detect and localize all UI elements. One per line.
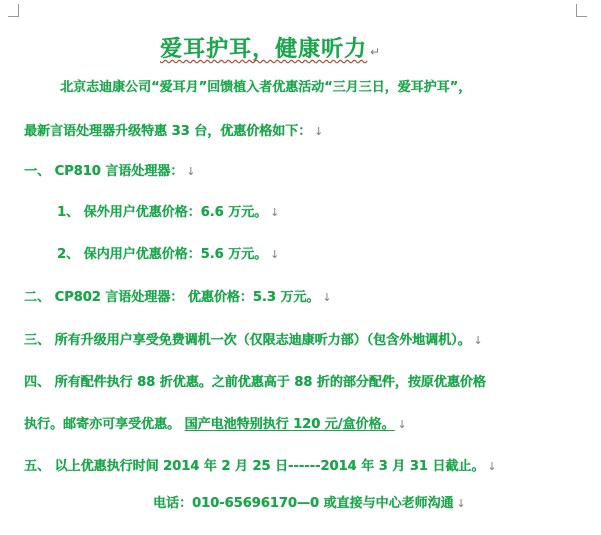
section-1-item-2[interactable]	[57, 247, 279, 263]
intro-line-2-text: 最新言语处理器升级特惠 33 台，优惠价格如下：	[24, 124, 312, 139]
section-4-line-2-text: 执行。邮寄亦可享受优惠。	[24, 417, 181, 432]
document-title[interactable]	[160, 36, 381, 66]
section-1-item-2-text: 2、 保内用户优惠价格：5.6 万元。	[57, 247, 268, 262]
margin-corner-top-left	[8, 4, 19, 17]
section-3-text: 三、 所有升级用户享受免费调机一次（仅限志迪康听力部）（包含外地调机）。	[24, 333, 471, 348]
section-4-line-1-text: 四、 所有配件执行 88 折优惠。之前优惠高于 88 折的部分配件，按原优惠价格	[24, 375, 486, 390]
intro-line-2[interactable]	[24, 124, 323, 140]
paragraph-mark-icon: ↵	[370, 45, 382, 59]
section-5[interactable]	[24, 459, 497, 475]
section-5-text: 五、 以上优惠执行时间 2014 年 2 月 25 日------2014 年 3 月 31 日截止。	[24, 459, 485, 474]
section-4-line-1[interactable]	[24, 375, 486, 391]
section-1-text: 一、 CP810 言语处理器：	[24, 164, 184, 179]
line-break-mark-icon: ↓	[186, 165, 196, 178]
battery-price-underlined-text: 国产电池特别执行 120 元/盒价格。	[184, 417, 395, 432]
line-break-mark-icon: ↓	[270, 206, 280, 219]
line-break-mark-icon: ↓	[487, 460, 497, 473]
line-break-mark-icon: ↓	[456, 497, 466, 510]
section-4-line-2[interactable]	[24, 417, 407, 433]
line-break-mark-icon: ↓	[314, 125, 324, 138]
section-1-item-1[interactable]	[57, 205, 279, 221]
intro-line-1[interactable]	[60, 80, 471, 96]
section-3[interactable]	[24, 333, 483, 349]
intro-line-1-text: 北京志迪康公司“爱耳月”回馈植入者优惠活动“三月三日，爱耳护耳”，	[60, 80, 472, 95]
section-1-item-1-text: 1、 保外用户优惠价格：6.6 万元。	[57, 205, 268, 220]
contact-text: 电话：010-65696170—0 或直接与中心老师沟通	[153, 496, 454, 511]
line-break-mark-icon: ↓	[397, 418, 407, 431]
line-break-mark-icon: ↓	[322, 291, 332, 304]
line-break-mark-icon: ↓	[270, 248, 280, 261]
title-text: 爱耳护耳，健康听力	[160, 37, 368, 62]
contact-line[interactable]	[153, 496, 466, 512]
section-2[interactable]	[24, 290, 332, 306]
line-break-mark-icon: ↓	[473, 334, 483, 347]
section-2-text: 二、 CP802 言语处理器： 优惠价格：5.3 万元。	[24, 290, 320, 305]
margin-corner-top-right	[576, 4, 587, 17]
section-1-heading[interactable]	[24, 164, 195, 180]
